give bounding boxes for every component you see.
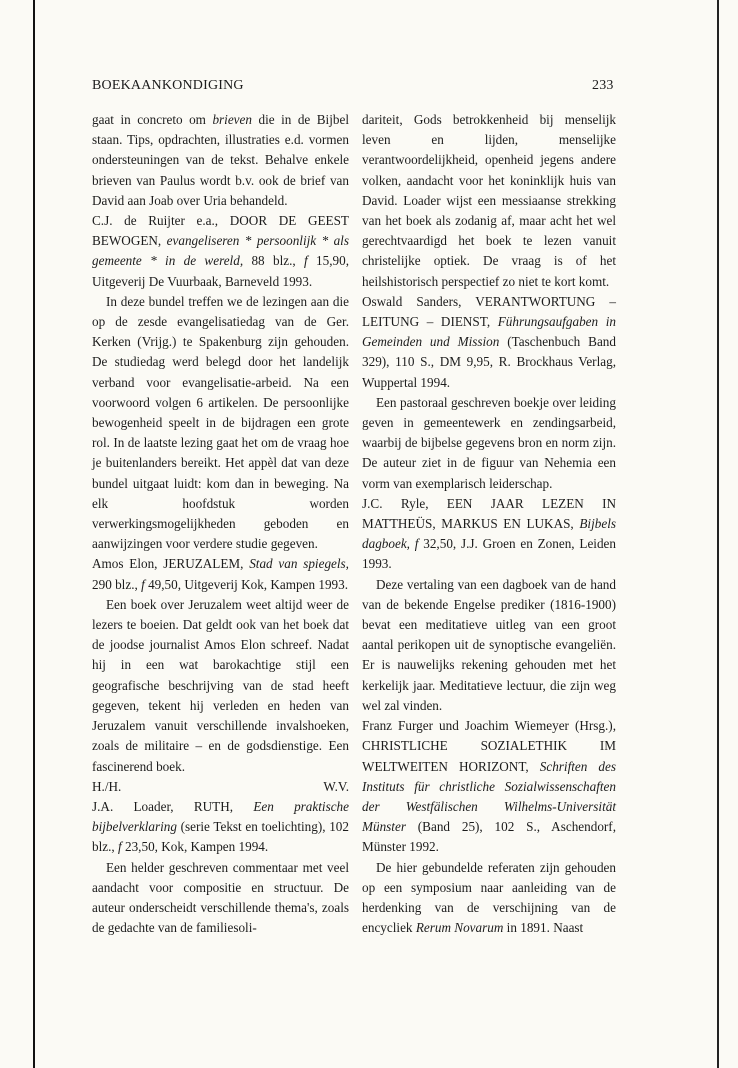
right-column	[362, 110, 616, 938]
book-review: Een helder geschreven commentaar met veel aandacht voor compositie en structuur. De auteur onderscheidt verschillende thema's, zoals de gedachte van de familiesoli-	[92, 859, 349, 936]
book-citation: J.A. Loader, RUTH, Een praktische bijbelverklaring (serie Tekst en toelichting), 102 blz., f 23,50, Kok, Kampen 1994.	[92, 798, 349, 855]
book-review: Een pastoraal geschreven boekje over leiding geven in gemeentewerk en zendingsarbeid, waarbij de bijbelse gegevens bron en norm zijn. De auteur ziet in de figuur van Nehemia een vorm van exemplarisch leiderschap.	[362, 394, 616, 491]
book-citation: Oswald Sanders, VERANTWORTUNG – LEITUNG – DIENST, Führungsaufgaben in Gemeinden und Mission (Taschenbuch Band 329), 110 S., DM 9,95, R. Brockhaus Verlag, Wuppertal 1994.	[362, 293, 616, 390]
signature-right: W.V.	[323, 778, 349, 794]
reviewer-signatures	[92, 777, 349, 797]
signature-left: H./H.	[92, 778, 122, 794]
left-column	[92, 110, 349, 938]
book-citation: C.J. de Ruijter e.a., DOOR DE GEEST BEWOGEN, evangeliseren * persoonlijk * als gemeente * in de wereld, 88 blz., f 15,90, Uitgeverij De Vuurbaak, Barneveld 1993.	[92, 213, 349, 289]
intro-paragraph: gaat in concreto om brieven die in de Bijbel staan. Tips, opdrachten, illustraties e.d. vormen ondersteuningen van de tekst. Behalve enkele brieven van Paulus wordt b.v. ook de brief van David aan Joab over Uria behandeld.	[92, 112, 349, 208]
book-review: Een boek over Jeruzalem weet altijd weer de lezers te boeien. Dat geldt ook van het boek dat de joodse journalist Amos Elon schreef. Nadat hij in een wat barokachtige stijl een geografische beschrijving van de stad heeft gegeven, tekent hij verleden en heden van Jeruzalem vanuit verschillende invalshoeken, zoals de militaire – en de godsdienstige. Een fascinerend boek.	[92, 596, 349, 774]
page-number: 233	[592, 78, 614, 93]
book-citation: Franz Furger und Joachim Wiemeyer (Hrsg.), CHRISTLICHE SOZIALETHIK IM WELTWEITEN HORIZONT, Schriften des Instituts für christliche Sozialwissenschaften der Westfälischen Wilhelms-Universität Münster (Band 25), 102 S., Aschendorf, Münster 1992.	[362, 718, 616, 855]
page-edge-left	[33, 0, 35, 1068]
book-citation: J.C. Ryle, EEN JAAR LEZEN IN MATTHEÜS, MARKUS EN LUKAS, Bijbels dagboek, f 32,50, J.J. Groen en Zonen, Leiden 1993.	[362, 495, 616, 572]
book-citation: Amos Elon, JERUZALEM, Stad van spiegels, 290 blz., f 49,50, Uitgeverij Kok, Kampen 1993.	[92, 556, 349, 592]
book-review: De hier gebundelde referaten zijn gehouden op een symposium naar aanleiding van de herdenking van de verschijning van de encycliek Rerum Novarum in 1891. Naast	[362, 859, 616, 936]
continuation-paragraph: dariteit, Gods betrokkenheid bij menselijk leven en lijden, menselijke verantwoordelijkheid, openheid jegens andere volken, aandacht voor het koninklijk huis van David. Loader wijst een messiaanse strekking van het boek als zodanig af, maar acht het wel gerechtvaardigd het boek te lezen vanuit christelijke optiek. De vraag is of het heilshistorisch perspectief zo niet te kort komt.	[362, 112, 616, 289]
book-review: Deze vertaling van een dagboek van de hand van de bekende Engelse prediker (1816-1900) bevat een meditatieve uitleg van een groot aantal perikopen uit de synoptische evangeliën. Er is nauwelijks rekening gehouden met het kerkelijk jaar. Meditatieve lectuur, die zijn weg wel zal vinden.	[362, 576, 616, 713]
running-head-title: BOEKAANKONDIGING	[92, 78, 244, 93]
page-edge-right	[717, 0, 719, 1068]
book-review: In deze bundel treffen we de lezingen aan die op de zesde evangelisatiedag van de Ger. Kerken (Vrijg.) te Spakenburg zijn gehouden. De studiedag werd belegd door het landelijk verband voor evangelisatie-arbeid. Na een voorwoord volgen 6 artikelen. De persoonlijke bewogenheid speelt in de bijdragen een grote rol. In de laatste lezing gaat het om de vraag hoe je buitenlanders bereikt. Het appèl dat van deze bundel uitgaat luidt: kom dan in beweging. Na elk hoofdstuk worden verwerkingsmogelijkheden geboden en aanwijzingen voor verdere studie gegeven.	[92, 293, 349, 552]
